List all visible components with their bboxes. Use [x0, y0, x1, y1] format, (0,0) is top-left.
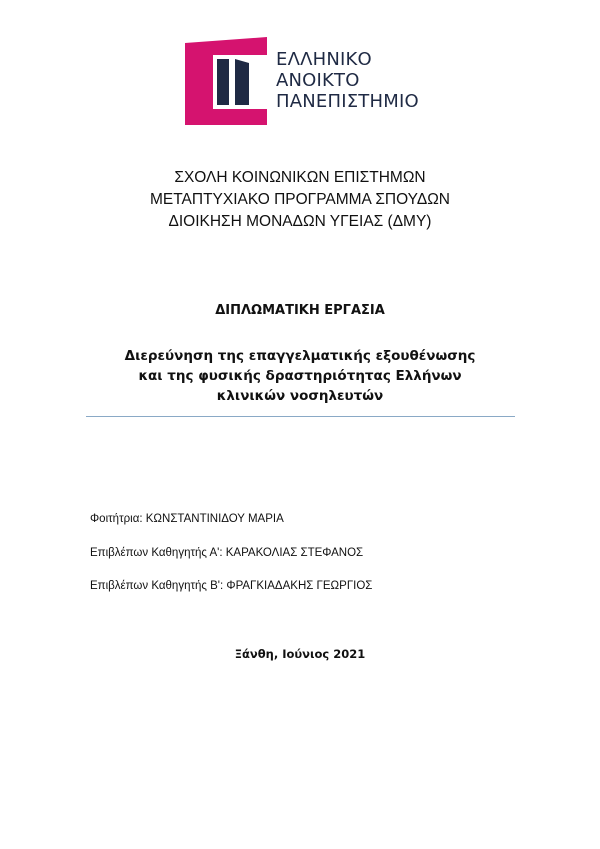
thesis-title	[90, 346, 510, 406]
thesis-title-line-3: κλινικών νοσηλευτών	[216, 388, 384, 404]
place-date: Ξάνθη, Ιούνιος 2021	[234, 647, 366, 661]
thesis-title-line-2: και της φυσικής δραστηριότητας Ελλήνων	[138, 368, 462, 384]
logo-line-1: ΕΛΛΗΝΙΚΟ	[276, 49, 372, 70]
logo-wordmark	[276, 49, 419, 112]
school-name: ΣΧΟΛΗ ΚΟΙΝΩΝΙΚΩΝ ΕΠΙΣΤΗΜΩΝ	[174, 169, 426, 186]
logo-navy-bar-right	[235, 59, 249, 105]
thesis-type: ΔΙΠΛΩΜΑΤΙΚΗ ΕΡΓΑΣΙΑ	[215, 303, 385, 318]
title-divider	[86, 416, 515, 417]
program-specialization: ΔΙΟΙΚΗΣΗ ΜΟΝΑΔΩΝ ΥΓΕΙΑΣ (ΔΜΥ)	[168, 213, 432, 230]
logo-navy-bar-left	[217, 59, 229, 105]
student-line: Φοιτήτρια: ΚΩΝΣΤΑΝΤΙΝΙΔΟΥ ΜΑΡΙΑ	[90, 513, 284, 525]
logo-line-3: ΠΑΝΕΠΙΣΤΗΜΙΟ	[276, 91, 419, 112]
school-block	[0, 167, 600, 233]
university-logo-mark	[183, 35, 273, 127]
supervisor-b-line: Επιβλέπων Καθηγητής Β': ΦΡΑΓΚΙΑΔΑΚΗΣ ΓΕΩΡΓΙΟΣ	[90, 580, 373, 592]
people-block	[90, 512, 372, 613]
logo-line-2: ΑΝΟΙΚΤΟ	[276, 70, 360, 91]
program-name: ΜΕΤΑΠΤΥΧΙΑΚΟ ΠΡΟΓΡΑΜΜΑ ΣΠΟΥΔΩΝ	[149, 191, 451, 208]
university-logo	[183, 35, 423, 127]
supervisor-a-line: Επιβλέπων Καθηγητής Α': ΚΑΡΑΚΟΛΙΑΣ ΣΤΕΦΑΝΟΣ	[90, 546, 364, 559]
thesis-title-line-1: Διερεύνηση της επαγγελματικής εξουθένωσης	[124, 348, 476, 364]
